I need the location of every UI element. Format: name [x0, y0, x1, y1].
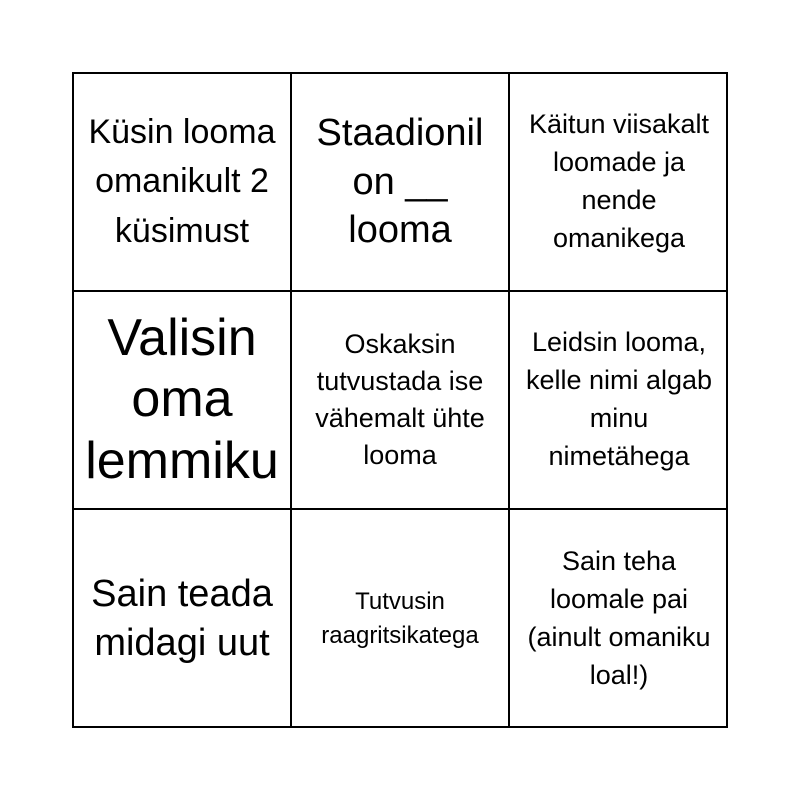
bingo-cell-text: Sain teada midagi uut	[91, 572, 273, 664]
bingo-cell-1[interactable]	[74, 74, 292, 292]
bingo-cell-4[interactable]	[74, 292, 292, 510]
bingo-cell-text: Staadionil on __ looma	[316, 112, 484, 252]
bingo-cell-text: Käitun viisakalt loomade ja nende omanikega	[528, 109, 710, 253]
bingo-cell-text: Oskaksin tutvustada ise vähemalt ühte looma	[315, 328, 485, 471]
bingo-cell-2[interactable]	[292, 74, 510, 292]
bingo-cell-text: Valisin oma lemmiku	[85, 308, 279, 490]
bingo-board	[72, 72, 728, 728]
bingo-cell-9[interactable]	[510, 510, 728, 728]
bingo-cell-8[interactable]	[292, 510, 510, 728]
bingo-cell-text: Sain teha loomale pai (ainult omaniku loal!)	[527, 546, 711, 690]
bingo-cell-text: Leidsin looma, kelle nimi algab minu nimetähega	[525, 327, 713, 471]
bingo-cell-6[interactable]	[510, 292, 728, 510]
bingo-cell-5[interactable]	[292, 292, 510, 510]
bingo-cell-3[interactable]	[510, 74, 728, 292]
bingo-cell-7[interactable]	[74, 510, 292, 728]
bingo-cell-text: Tutvusin raagritsikatega	[321, 587, 479, 649]
bingo-cell-text: Küsin looma omanikult 2 küsimust	[88, 113, 276, 250]
